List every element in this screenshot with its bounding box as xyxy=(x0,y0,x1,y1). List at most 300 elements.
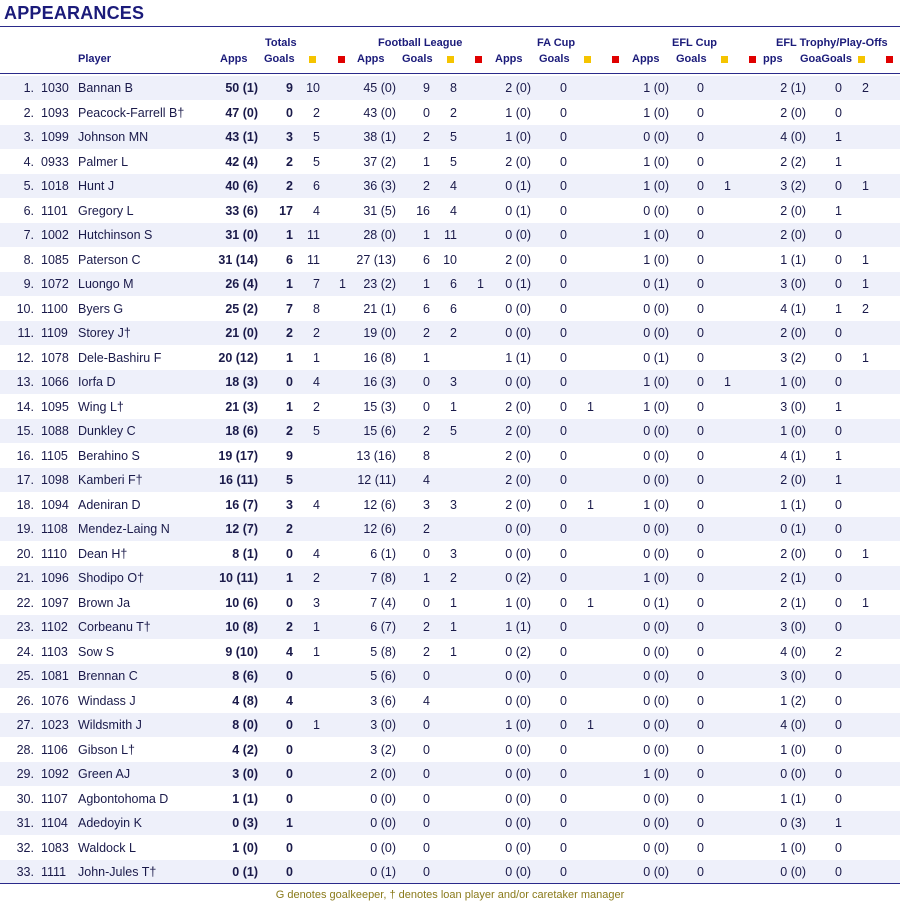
cell-league-apps: 7 (8) xyxy=(370,571,396,585)
cell-eflcup-goals: 0 xyxy=(697,644,704,659)
cell-facup-apps: 1 (0) xyxy=(505,595,531,610)
cell-row-id: 1109 xyxy=(41,326,68,340)
cell-total-goals: 0 xyxy=(286,742,293,757)
cell-league-yellow: 6 xyxy=(450,301,457,316)
cell-total-apps: 8 (1) xyxy=(232,546,258,561)
cell-league-goals: 6 xyxy=(423,252,430,267)
cell-total-goals: 2 xyxy=(286,326,293,340)
cell-eflcup-goals: 0 xyxy=(697,718,704,732)
cell-trophy-apps: 1 (2) xyxy=(780,693,806,708)
cell-facup-goals: 0 xyxy=(560,546,567,561)
cell-trophy-apps: 4 (1) xyxy=(780,301,806,316)
table-row xyxy=(0,811,900,835)
cell-row-player: Adedoyin K xyxy=(78,816,142,830)
cell-league-goals: 2 xyxy=(423,130,430,144)
cell-league-yellow: 5 xyxy=(450,130,457,144)
cell-total-apps: 12 (7) xyxy=(225,522,258,536)
cell-total-goals: 3 xyxy=(286,130,293,144)
cell-trophy-goals: 2 xyxy=(835,644,842,659)
cell-total-goals: 3 xyxy=(286,497,293,512)
cell-total-apps: 8 (0) xyxy=(232,718,258,732)
cell-trophy-yellow: 1 xyxy=(862,252,869,267)
cell-row-rank: 30. xyxy=(16,791,34,806)
cell-total-yellow: 4 xyxy=(313,546,320,561)
cell-trophy-apps: 4 (1) xyxy=(780,448,806,463)
cell-league-goals: 16 xyxy=(416,203,430,218)
cell-facup-goals: 0 xyxy=(560,154,567,169)
yellow-card-icon xyxy=(309,56,316,63)
cell-facup-goals: 0 xyxy=(560,742,567,757)
footer-note: G denotes goalkeeper, † denotes loan player and/or caretaker manager xyxy=(275,889,625,901)
table-row xyxy=(0,713,900,737)
cell-league-apps: 5 (6) xyxy=(370,669,396,683)
cell-facup-apps: 0 (0) xyxy=(505,326,531,340)
cell-eflcup-apps: 0 (0) xyxy=(643,522,669,536)
cell-league-apps: 38 (1) xyxy=(363,130,396,144)
cell-facup-apps: 2 (0) xyxy=(505,399,531,414)
cell-facup-goals: 0 xyxy=(560,203,567,218)
cell-facup-apps: 0 (2) xyxy=(505,644,531,659)
cell-total-apps: 8 (6) xyxy=(232,669,258,683)
cell-total-apps: 31 (14) xyxy=(218,252,258,267)
cell-trophy-apps: 4 (0) xyxy=(780,718,806,732)
col-header-goals: Goals xyxy=(264,53,295,65)
cell-league-apps: 15 (6) xyxy=(363,424,396,438)
cell-trophy-yellow: 1 xyxy=(862,179,869,193)
cell-trophy-goals: 0 xyxy=(835,546,842,561)
cell-trophy-goals: 0 xyxy=(835,767,842,781)
cell-total-apps: 9 (10) xyxy=(225,644,258,659)
cell-total-goals: 0 xyxy=(286,105,293,120)
cell-row-id: 1108 xyxy=(41,522,68,536)
cell-total-yellow: 1 xyxy=(313,718,320,732)
cell-league-apps: 7 (4) xyxy=(370,595,396,610)
cell-row-id: 1066 xyxy=(41,375,69,389)
cell-total-goals: 1 xyxy=(286,277,293,291)
cell-total-goals: 0 xyxy=(286,546,293,561)
cell-total-apps: 0 (3) xyxy=(232,816,258,830)
col-header-apps: Apps xyxy=(357,53,385,65)
cell-facup-yellow: 1 xyxy=(587,595,594,610)
cell-facup-apps: 1 (0) xyxy=(505,105,531,120)
header-rule xyxy=(0,73,900,74)
cell-league-apps: 5 (8) xyxy=(370,644,396,659)
cell-eflcup-apps: 0 (0) xyxy=(643,203,669,218)
cell-league-apps: 3 (6) xyxy=(370,693,396,708)
cell-facup-goals: 0 xyxy=(560,350,567,365)
cell-row-player: John-Jules T† xyxy=(78,865,157,879)
cell-eflcup-goals: 0 xyxy=(697,326,704,340)
cell-facup-yellow: 1 xyxy=(587,497,594,512)
cell-trophy-goals: 0 xyxy=(835,718,842,732)
cell-row-rank: 2. xyxy=(23,105,34,120)
cell-eflcup-goals: 0 xyxy=(697,497,704,512)
cell-league-apps: 19 (0) xyxy=(363,326,396,340)
cell-eflcup-goals: 0 xyxy=(697,546,704,561)
cell-row-rank: 27. xyxy=(16,718,34,732)
cell-league-goals: 1 xyxy=(423,277,430,291)
cell-total-apps: 0 (1) xyxy=(232,865,258,879)
cell-total-goals: 0 xyxy=(286,718,293,732)
cell-trophy-apps: 2 (1) xyxy=(780,571,806,585)
cell-eflcup-yellow: 1 xyxy=(724,375,731,389)
table-row xyxy=(0,297,900,321)
cell-facup-apps: 0 (0) xyxy=(505,546,531,561)
cell-trophy-yellow: 1 xyxy=(862,277,869,291)
cell-trophy-apps: 2 (1) xyxy=(780,81,806,95)
cell-total-yellow: 1 xyxy=(313,620,320,634)
cell-league-yellow: 5 xyxy=(450,424,457,438)
cell-trophy-goals: 0 xyxy=(835,81,842,95)
cell-total-yellow: 4 xyxy=(313,203,320,218)
cell-total-goals: 17 xyxy=(279,203,293,218)
cell-row-player: Windass J xyxy=(78,693,136,708)
cell-trophy-goals: 0 xyxy=(835,252,842,267)
cell-eflcup-goals: 0 xyxy=(697,301,704,316)
cell-league-apps: 45 (0) xyxy=(363,81,396,95)
cell-total-goals: 0 xyxy=(286,767,293,781)
cell-facup-apps: 0 (0) xyxy=(505,865,531,879)
cell-total-goals: 1 xyxy=(286,571,293,585)
cell-league-apps: 31 (5) xyxy=(363,203,396,218)
cell-trophy-goals: 0 xyxy=(835,277,842,291)
cell-total-goals: 1 xyxy=(286,228,293,242)
cell-trophy-goals: 0 xyxy=(835,375,842,389)
table-row xyxy=(0,346,900,370)
cell-league-apps: 43 (0) xyxy=(363,105,396,120)
cell-eflcup-apps: 0 (1) xyxy=(643,277,669,291)
cell-row-player: Gregory L xyxy=(78,203,134,218)
cell-total-yellow: 1 xyxy=(313,644,320,659)
page-title: APPEARANCES xyxy=(4,3,145,23)
cell-eflcup-apps: 1 (0) xyxy=(643,375,669,389)
cell-league-goals: 1 xyxy=(423,154,430,169)
cell-total-apps: 16 (11) xyxy=(219,473,258,487)
cell-total-yellow: 8 xyxy=(313,301,320,316)
cell-trophy-apps: 1 (0) xyxy=(780,742,806,757)
cell-eflcup-goals: 0 xyxy=(697,154,704,169)
cell-trophy-apps: 1 (1) xyxy=(780,497,806,512)
col-header-apps: pps xyxy=(763,53,783,65)
cell-eflcup-goals: 0 xyxy=(697,350,704,365)
cell-total-goals: 2 xyxy=(286,424,293,438)
cell-row-player: Storey J† xyxy=(78,326,131,340)
cell-row-player: Brennan C xyxy=(78,669,138,683)
cell-row-id: 1100 xyxy=(41,301,68,316)
cell-eflcup-goals: 0 xyxy=(697,448,704,463)
cell-row-id: 1088 xyxy=(41,424,69,438)
cell-row-player: Dean H† xyxy=(78,546,128,561)
cell-trophy-goals: 0 xyxy=(835,350,842,365)
cell-eflcup-apps: 0 (0) xyxy=(643,865,669,879)
cell-row-player: Johnson MN xyxy=(78,130,149,144)
cell-league-red: 1 xyxy=(477,277,484,291)
cell-facup-goals: 0 xyxy=(560,105,567,120)
cell-eflcup-goals: 0 xyxy=(697,742,704,757)
cell-row-player: Palmer L xyxy=(78,154,129,169)
cell-row-player: Brown Ja xyxy=(78,595,131,610)
cell-total-yellow: 11 xyxy=(307,252,320,267)
red-card-icon xyxy=(749,56,756,63)
cell-total-apps: 19 (17) xyxy=(218,448,258,463)
cell-trophy-apps: 2 (0) xyxy=(780,546,806,561)
cell-row-rank: 14. xyxy=(16,399,34,414)
cell-facup-apps: 2 (0) xyxy=(505,252,531,267)
cell-league-goals: 2 xyxy=(423,179,430,193)
cell-trophy-apps: 1 (0) xyxy=(780,375,806,389)
cell-total-goals: 0 xyxy=(286,865,293,879)
cell-facup-goals: 0 xyxy=(560,571,567,585)
yellow-card-icon xyxy=(584,56,591,63)
cell-row-id: 1023 xyxy=(41,718,69,732)
cell-row-player: Luongo M xyxy=(78,277,134,291)
cell-row-rank: 1. xyxy=(23,81,34,95)
cell-league-yellow: 2 xyxy=(450,571,457,585)
cell-eflcup-apps: 0 (0) xyxy=(643,644,669,659)
cell-trophy-apps: 2 (0) xyxy=(780,326,806,340)
cell-league-goals: 3 xyxy=(423,497,430,512)
cell-facup-apps: 1 (1) xyxy=(505,620,531,634)
cell-total-goals: 0 xyxy=(286,669,293,683)
cell-row-player: Paterson C xyxy=(78,252,141,267)
group-header-efl-cup: EFL Cup xyxy=(672,37,718,49)
cell-trophy-apps: 3 (2) xyxy=(780,350,806,365)
cell-total-goals: 0 xyxy=(286,791,293,806)
cell-row-rank: 9. xyxy=(23,277,34,291)
col-header-apps: Apps xyxy=(632,53,660,65)
table-row xyxy=(0,468,900,492)
cell-facup-apps: 0 (0) xyxy=(505,840,531,855)
cell-eflcup-goals: 0 xyxy=(697,105,704,120)
cell-facup-apps: 2 (0) xyxy=(505,154,531,169)
cell-row-player: Green AJ xyxy=(78,767,131,781)
cell-row-id: 1072 xyxy=(41,277,69,291)
cell-total-goals: 7 xyxy=(286,301,293,316)
cell-facup-goals: 0 xyxy=(560,669,567,683)
cell-total-goals: 4 xyxy=(286,693,293,708)
cell-total-apps: 10 (8) xyxy=(225,620,258,634)
cell-facup-goals: 0 xyxy=(560,791,567,806)
cell-row-rank: 28. xyxy=(16,742,34,757)
col-header-player: Player xyxy=(78,53,112,65)
cell-facup-goals: 0 xyxy=(560,767,567,781)
cell-row-rank: 17. xyxy=(16,473,34,487)
cell-row-rank: 15. xyxy=(16,424,34,438)
cell-total-apps: 10 (11) xyxy=(219,571,258,585)
cell-total-red: 1 xyxy=(339,277,346,291)
cell-league-goals: 1 xyxy=(423,228,430,242)
cell-league-apps: 23 (2) xyxy=(363,277,396,291)
cell-row-id: 1111 xyxy=(41,865,67,879)
cell-row-player: Agbontohoma D xyxy=(78,791,169,806)
cell-facup-apps: 0 (2) xyxy=(505,571,531,585)
cell-eflcup-apps: 1 (0) xyxy=(643,179,669,193)
cell-league-goals: 0 xyxy=(423,865,430,879)
cell-row-player: Hunt J xyxy=(78,179,115,193)
cell-trophy-goals: 0 xyxy=(835,179,842,193)
cell-row-rank: 23. xyxy=(16,620,34,634)
cell-eflcup-goals: 0 xyxy=(697,840,704,855)
cell-row-id: 1096 xyxy=(41,571,69,585)
table-row xyxy=(0,860,900,884)
cell-row-id: 1078 xyxy=(41,350,69,365)
cell-facup-goals: 0 xyxy=(560,448,567,463)
cell-row-player: Mendez-Laing N xyxy=(78,522,170,536)
table-row xyxy=(0,150,900,174)
cell-league-goals: 1 xyxy=(423,571,430,585)
cell-total-yellow: 4 xyxy=(313,497,320,512)
cell-row-rank: 31. xyxy=(16,816,34,830)
cell-total-goals: 1 xyxy=(286,350,293,365)
cell-row-rank: 32. xyxy=(16,840,34,855)
cell-total-yellow: 2 xyxy=(313,399,320,414)
cell-eflcup-goals: 0 xyxy=(697,81,704,95)
cell-trophy-goals: 1 xyxy=(835,473,842,487)
yellow-card-icon xyxy=(721,56,728,63)
cell-total-yellow: 5 xyxy=(313,154,320,169)
cell-trophy-goals: 1 xyxy=(835,301,842,316)
cell-row-id: 1101 xyxy=(41,203,68,218)
cell-row-id: 0933 xyxy=(41,154,69,169)
cell-total-yellow: 11 xyxy=(307,228,320,242)
cell-total-apps: 16 (7) xyxy=(225,497,258,512)
cell-row-id: 1092 xyxy=(41,767,69,781)
cell-eflcup-apps: 0 (0) xyxy=(643,448,669,463)
cell-facup-goals: 0 xyxy=(560,693,567,708)
cell-league-goals: 2 xyxy=(423,424,430,438)
cell-league-goals: 0 xyxy=(423,399,430,414)
cell-league-goals: 0 xyxy=(423,840,430,855)
cell-league-apps: 6 (7) xyxy=(370,620,396,634)
cell-facup-apps: 0 (1) xyxy=(505,203,531,218)
cell-row-player: Gibson L† xyxy=(78,742,135,757)
cell-facup-goals: 0 xyxy=(560,424,567,438)
cell-facup-goals: 0 xyxy=(560,840,567,855)
cell-total-goals: 6 xyxy=(286,252,293,267)
cell-eflcup-apps: 0 (0) xyxy=(643,301,669,316)
cell-facup-goals: 0 xyxy=(560,865,567,879)
yellow-card-icon xyxy=(447,56,454,63)
cell-eflcup-goals: 0 xyxy=(697,522,704,536)
cell-facup-apps: 0 (0) xyxy=(505,301,531,316)
col-header-apps: Apps xyxy=(220,53,248,65)
cell-row-rank: 26. xyxy=(16,693,34,708)
cell-league-apps: 0 (0) xyxy=(370,840,396,855)
yellow-card-icon xyxy=(858,56,865,63)
cell-total-apps: 10 (6) xyxy=(225,595,258,610)
cell-total-goals: 2 xyxy=(286,620,293,634)
cell-eflcup-apps: 0 (0) xyxy=(643,791,669,806)
cell-league-goals: 0 xyxy=(423,791,430,806)
cell-row-id: 1030 xyxy=(41,81,69,95)
cell-trophy-apps: 3 (2) xyxy=(780,179,806,193)
cell-league-yellow: 1 xyxy=(450,620,457,634)
cell-facup-apps: 0 (0) xyxy=(505,693,531,708)
cell-trophy-apps: 2 (0) xyxy=(780,473,806,487)
table-row xyxy=(0,664,900,688)
cell-league-apps: 16 (3) xyxy=(363,375,396,389)
cell-trophy-goals: 1 xyxy=(835,399,842,414)
cell-trophy-goals: 0 xyxy=(835,105,842,120)
cell-eflcup-goals: 0 xyxy=(697,277,704,291)
cell-trophy-apps: 0 (3) xyxy=(780,816,806,830)
cell-trophy-yellow: 1 xyxy=(862,350,869,365)
cell-facup-goals: 0 xyxy=(560,644,567,659)
cell-league-yellow: 1 xyxy=(450,644,457,659)
cell-league-goals: 2 xyxy=(423,620,430,634)
cell-row-rank: 6. xyxy=(23,203,34,218)
cell-league-apps: 12 (11) xyxy=(357,473,396,487)
cell-total-apps: 47 (0) xyxy=(225,105,258,120)
cell-total-yellow: 2 xyxy=(313,105,320,120)
cell-eflcup-apps: 0 (0) xyxy=(643,816,669,830)
cell-facup-apps: 2 (0) xyxy=(505,497,531,512)
cell-trophy-goals: 0 xyxy=(835,620,842,634)
cell-facup-apps: 0 (0) xyxy=(505,375,531,389)
cell-league-apps: 16 (8) xyxy=(363,350,396,365)
cell-row-id: 1081 xyxy=(41,669,69,683)
cell-eflcup-goals: 0 xyxy=(697,375,704,389)
cell-eflcup-apps: 0 (0) xyxy=(643,473,669,487)
cell-eflcup-yellow: 1 xyxy=(724,179,731,193)
cell-league-yellow: 4 xyxy=(450,179,457,193)
cell-facup-goals: 0 xyxy=(560,252,567,267)
cell-facup-goals: 0 xyxy=(560,497,567,512)
cell-row-player: Byers G xyxy=(78,301,124,316)
cell-total-yellow: 3 xyxy=(313,595,320,610)
cell-facup-goals: 0 xyxy=(560,81,567,95)
group-header-totals: Totals xyxy=(265,37,297,49)
cell-total-goals: 5 xyxy=(286,473,293,487)
table-row xyxy=(0,615,900,639)
cell-total-yellow: 7 xyxy=(313,277,320,291)
cell-row-player: Peacock-Farrell B† xyxy=(78,105,185,120)
cell-row-rank: 12. xyxy=(16,350,34,365)
cell-total-goals: 9 xyxy=(286,81,293,95)
cell-row-rank: 19. xyxy=(16,522,34,536)
cell-row-id: 1094 xyxy=(41,497,69,512)
cell-trophy-apps: 3 (0) xyxy=(780,669,806,683)
cell-facup-apps: 0 (0) xyxy=(505,791,531,806)
cell-total-apps: 31 (0) xyxy=(225,228,258,242)
cell-row-id: 1076 xyxy=(41,693,69,708)
cell-total-apps: 1 (0) xyxy=(232,840,258,855)
cell-row-rank: 25. xyxy=(16,669,34,683)
col-header-goals: Goals xyxy=(676,53,707,65)
cell-league-apps: 27 (13) xyxy=(356,252,396,267)
cell-facup-apps: 0 (0) xyxy=(505,767,531,781)
table-row xyxy=(0,199,900,223)
cell-eflcup-goals: 0 xyxy=(697,179,704,193)
cell-league-apps: 13 (16) xyxy=(356,448,396,463)
cell-eflcup-goals: 0 xyxy=(697,791,704,806)
table-row xyxy=(0,101,900,125)
table-row xyxy=(0,493,900,517)
cell-trophy-apps: 1 (0) xyxy=(780,424,806,438)
cell-eflcup-apps: 0 (0) xyxy=(643,742,669,757)
cell-league-apps: 12 (6) xyxy=(363,522,396,536)
cell-facup-goals: 0 xyxy=(560,595,567,610)
cell-trophy-apps: 0 (0) xyxy=(780,767,806,781)
cell-eflcup-apps: 0 (1) xyxy=(643,350,669,365)
group-header-efl-trophy: EFL Trophy/Play-Offs xyxy=(776,37,888,49)
cell-row-id: 1102 xyxy=(41,620,68,634)
cell-total-yellow: 10 xyxy=(306,81,320,95)
cell-facup-goals: 0 xyxy=(560,620,567,634)
cell-trophy-goals: 0 xyxy=(835,497,842,512)
cell-facup-apps: 0 (1) xyxy=(505,179,531,193)
cell-total-apps: 18 (6) xyxy=(225,424,258,438)
